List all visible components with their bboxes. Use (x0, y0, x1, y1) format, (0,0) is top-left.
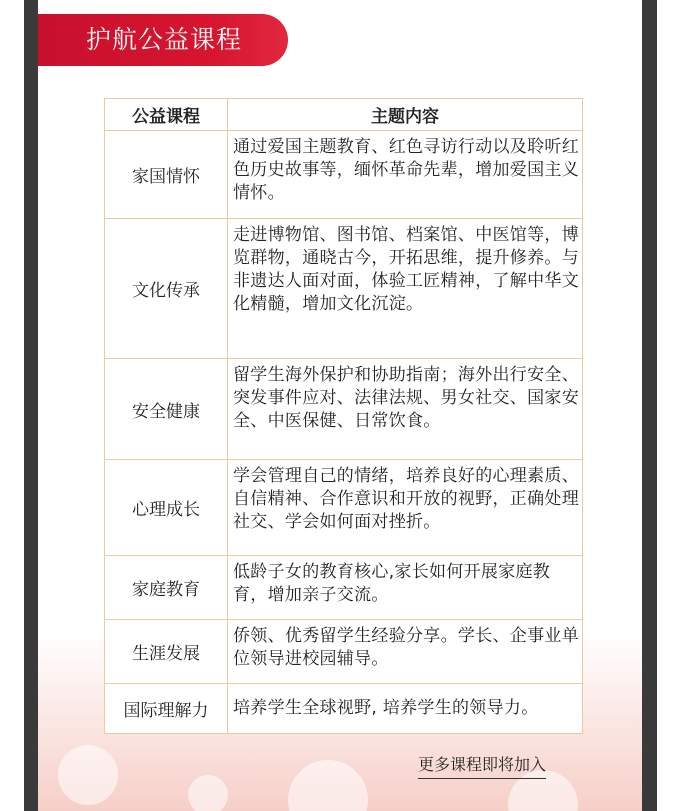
course-name: 家庭教育 (105, 556, 228, 620)
more-courses-link[interactable]: 更多课程即将加入 (418, 752, 546, 779)
course-content: 通过爱国主题教育、红色寻访行动以及聆听红色历史故事等，缅怀革命先辈，增加爱国主义情怀。 (228, 131, 583, 219)
course-content: 低龄子女的教育核心,家长如何开展家庭教育，增加亲子交流。 (228, 556, 583, 620)
course-name: 心理成长 (105, 460, 228, 556)
table-row (105, 219, 583, 359)
header-course: 公益课程 (105, 99, 228, 131)
course-name: 家国情怀 (105, 131, 228, 219)
table-row (105, 620, 583, 684)
bokeh-decoration (58, 745, 118, 805)
course-name: 文化传承 (105, 219, 228, 359)
course-content: 学会管理自己的情绪，培养良好的心理素质、自信精神、合作意识和开放的视野，正确处理社交、学会如何面对挫折。 (228, 460, 583, 556)
table-row (105, 460, 583, 556)
course-name: 安全健康 (105, 359, 228, 460)
table-row (105, 131, 583, 219)
course-content: 侨领、优秀留学生经验分享。学长、企事业单位领导进校园辅导。 (228, 620, 583, 684)
section-title-ribbon (38, 14, 288, 66)
section-title: 护航公益课程 (86, 25, 243, 54)
left-frame-bar (24, 0, 38, 811)
course-content: 留学生海外保护和协助指南；海外出行安全、突发事件应对、法律法规、男女社交、国家安全、中医保健、日常饮食。 (228, 359, 583, 460)
table-row (105, 359, 583, 460)
right-margin (657, 0, 675, 811)
left-margin (0, 0, 24, 811)
table-row (105, 684, 583, 734)
course-name: 生涯发展 (105, 620, 228, 684)
table-row (105, 556, 583, 620)
course-table (104, 98, 583, 734)
header-content: 主题内容 (228, 99, 583, 131)
content-card (38, 0, 642, 811)
course-content: 走进博物馆、图书馆、档案馆、中医馆等，博览群物，通晓古今，开拓思维，提升修养。与非遗达人面对面，体验工匠精神，了解中华文化精髓，增加文化沉淀。 (228, 219, 583, 359)
course-name: 国际理解力 (105, 684, 228, 734)
table-header-row (105, 99, 583, 131)
bokeh-decoration (188, 775, 228, 811)
bokeh-decoration (288, 760, 368, 811)
course-content: 培养学生全球视野, 培养学生的领导力。 (228, 684, 583, 734)
right-frame-bar (642, 0, 657, 811)
